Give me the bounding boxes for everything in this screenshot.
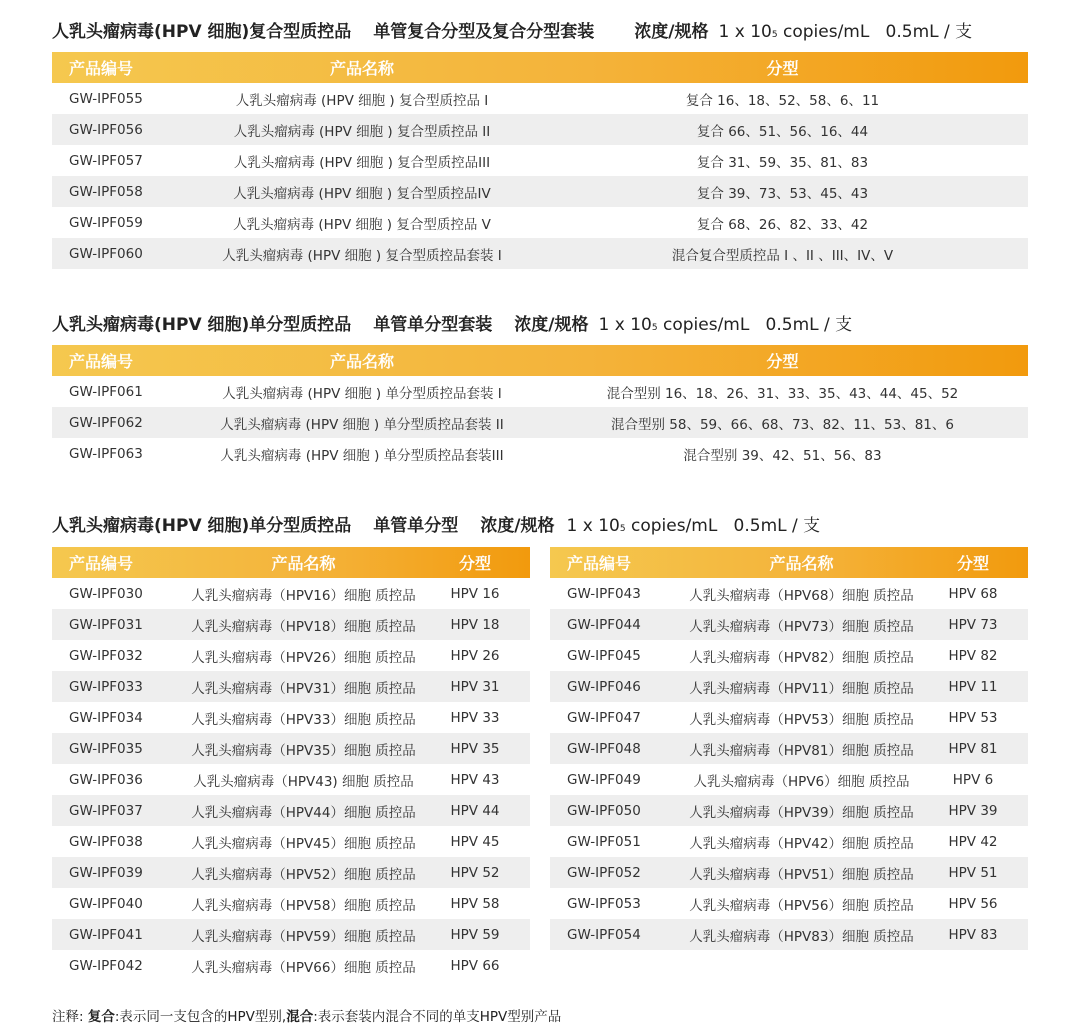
product-name: 人乳头瘤病毒（HPV35）细胞 质控品 bbox=[187, 733, 420, 764]
product-name: 人乳头瘤病毒 (HPV 细胞 ) 复合型质控品III bbox=[187, 145, 537, 176]
product-name: 人乳头瘤病毒 (HPV 细胞 ) 单分型质控品套装III bbox=[187, 438, 537, 469]
product-name: 人乳头瘤病毒 (HPV 细胞 ) 单分型质控品套装 II bbox=[187, 407, 537, 438]
table-row bbox=[52, 376, 1028, 407]
product-name: 人乳头瘤病毒 (HPV 细胞 ) 复合型质控品 V bbox=[187, 207, 537, 238]
header-code: 产品编号 bbox=[69, 59, 134, 78]
product-type: HPV 35 bbox=[420, 733, 530, 764]
table-row bbox=[550, 795, 1028, 826]
product-code: GW-IPF041 bbox=[52, 919, 187, 950]
product-type: HPV 68 bbox=[918, 578, 1028, 609]
product-type: HPV 45 bbox=[420, 826, 530, 857]
product-type: HPV 83 bbox=[918, 919, 1028, 950]
product-name: 人乳头瘤病毒（HPV73）细胞 质控品 bbox=[685, 609, 918, 640]
section-2-spec-post: copies/mL 0.5mL / 支 bbox=[657, 315, 853, 335]
product-code: GW-IPF038 bbox=[52, 826, 187, 857]
section-3-spec-label: 浓度/规格 bbox=[480, 516, 555, 536]
section-2-title-main: 人乳头瘤病毒(HPV 细胞)单分型质控品 bbox=[52, 315, 352, 335]
table-row bbox=[550, 733, 1028, 764]
product-type: 混合型别 39、42、51、56、83 bbox=[537, 438, 1028, 469]
product-code: GW-IPF063 bbox=[52, 438, 187, 469]
table-row bbox=[52, 438, 1028, 469]
table-row bbox=[52, 733, 530, 764]
product-name: 人乳头瘤病毒（HPV81）细胞 质控品 bbox=[685, 733, 918, 764]
section-2-spec-label: 浓度/规格 bbox=[514, 315, 589, 335]
section-3-spec-pre: 1 x 10 bbox=[566, 516, 620, 536]
header-name: 产品名称 bbox=[329, 352, 394, 371]
product-type: HPV 16 bbox=[420, 578, 530, 609]
table-row bbox=[52, 857, 530, 888]
header-name: 产品名称 bbox=[769, 554, 834, 573]
section-1-spec-label: 浓度/规格 bbox=[634, 22, 709, 42]
table-row bbox=[52, 207, 1028, 238]
table-row bbox=[52, 826, 530, 857]
product-type: HPV 39 bbox=[918, 795, 1028, 826]
product-type: HPV 66 bbox=[420, 950, 530, 981]
product-type: 复合 31、59、35、81、83 bbox=[537, 145, 1028, 176]
product-type: HPV 44 bbox=[420, 795, 530, 826]
table-row bbox=[52, 702, 530, 733]
table-row bbox=[550, 857, 1028, 888]
product-name: 人乳头瘤病毒（HPV6）细胞 质控品 bbox=[685, 764, 918, 795]
single-type-table-right bbox=[550, 547, 1028, 981]
footnote-term-mixed: 混合 bbox=[286, 1009, 314, 1025]
product-code: GW-IPF048 bbox=[550, 733, 685, 764]
table-row bbox=[550, 888, 1028, 919]
product-type: HPV 26 bbox=[420, 640, 530, 671]
product-type bbox=[918, 950, 1028, 981]
table-row bbox=[550, 702, 1028, 733]
product-type: 复合 16、18、52、58、6、11 bbox=[537, 83, 1028, 114]
product-type: HPV 33 bbox=[420, 702, 530, 733]
product-code: GW-IPF057 bbox=[52, 145, 187, 176]
section-1-title-kit: 单管复合分型及复合分型套装 bbox=[373, 22, 595, 42]
table-row bbox=[52, 114, 1028, 145]
table-row bbox=[550, 919, 1028, 950]
product-name: 人乳头瘤病毒（HPV18）细胞 质控品 bbox=[187, 609, 420, 640]
table-row bbox=[52, 795, 530, 826]
table-row bbox=[52, 764, 530, 795]
product-name: 人乳头瘤病毒（HPV59）细胞 质控品 bbox=[187, 919, 420, 950]
product-type: HPV 56 bbox=[918, 888, 1028, 919]
table-row bbox=[52, 640, 530, 671]
header-type: 分型 bbox=[458, 554, 491, 573]
product-type: HPV 43 bbox=[420, 764, 530, 795]
product-name: 人乳头瘤病毒（HPV83）细胞 质控品 bbox=[685, 919, 918, 950]
table-row bbox=[550, 640, 1028, 671]
product-type: 混合型别 16、18、26、31、33、35、43、44、45、52 bbox=[537, 376, 1028, 407]
kit-table bbox=[52, 345, 1028, 469]
product-code: GW-IPF062 bbox=[52, 407, 187, 438]
product-code: GW-IPF060 bbox=[52, 238, 187, 269]
table-row bbox=[550, 826, 1028, 857]
product-code: GW-IPF040 bbox=[52, 888, 187, 919]
table-row bbox=[52, 145, 1028, 176]
product-type: HPV 52 bbox=[420, 857, 530, 888]
product-type: 混合型别 58、59、66、68、73、82、11、53、81、6 bbox=[537, 407, 1028, 438]
table-row bbox=[52, 83, 1028, 114]
section-1-spec-exp: 5 bbox=[771, 30, 778, 40]
product-code: GW-IPF043 bbox=[550, 578, 685, 609]
product-code: GW-IPF054 bbox=[550, 919, 685, 950]
table-row bbox=[52, 888, 530, 919]
product-type: HPV 51 bbox=[918, 857, 1028, 888]
product-code: GW-IPF053 bbox=[550, 888, 685, 919]
header-code: 产品编号 bbox=[69, 352, 134, 371]
product-name: 人乳头瘤病毒（HPV31）细胞 质控品 bbox=[187, 671, 420, 702]
product-code: GW-IPF036 bbox=[52, 764, 187, 795]
product-code: GW-IPF037 bbox=[52, 795, 187, 826]
product-name: 人乳头瘤病毒（HPV45）细胞 质控品 bbox=[187, 826, 420, 857]
product-code: GW-IPF046 bbox=[550, 671, 685, 702]
header-name: 产品名称 bbox=[329, 59, 394, 78]
table-row bbox=[52, 609, 530, 640]
section-2-title bbox=[52, 310, 852, 335]
product-name: 人乳头瘤病毒（HPV52）细胞 质控品 bbox=[187, 857, 420, 888]
table-row bbox=[52, 238, 1028, 269]
single-type-table-left bbox=[52, 547, 530, 981]
product-name: 人乳头瘤病毒 (HPV 细胞 ) 复合型质控品IV bbox=[187, 176, 537, 207]
section-3-spec-post: copies/mL 0.5mL / 支 bbox=[625, 516, 821, 536]
product-code: GW-IPF039 bbox=[52, 857, 187, 888]
section-2-spec-exp: 5 bbox=[651, 323, 658, 333]
table-row bbox=[550, 950, 1028, 981]
product-code: GW-IPF052 bbox=[550, 857, 685, 888]
product-code: GW-IPF034 bbox=[52, 702, 187, 733]
single-left-header bbox=[52, 547, 530, 578]
section-1-title bbox=[52, 17, 972, 42]
section-1-spec-pre: 1 x 10 bbox=[718, 22, 772, 42]
product-type: HPV 53 bbox=[918, 702, 1028, 733]
product-code: GW-IPF032 bbox=[52, 640, 187, 671]
product-name: 人乳头瘤病毒（HPV82）细胞 质控品 bbox=[685, 640, 918, 671]
product-name: 人乳头瘤病毒（HPV51）细胞 质控品 bbox=[685, 857, 918, 888]
section-3-title-main: 人乳头瘤病毒(HPV 细胞)单分型质控品 bbox=[52, 516, 352, 536]
product-type: HPV 82 bbox=[918, 640, 1028, 671]
product-type: HPV 31 bbox=[420, 671, 530, 702]
section-3-spec-exp: 5 bbox=[619, 524, 626, 534]
product-name: 人乳头瘤病毒（HPV56）细胞 质控品 bbox=[685, 888, 918, 919]
product-code: GW-IPF055 bbox=[52, 83, 187, 114]
product-name: 人乳头瘤病毒（HPV26）细胞 质控品 bbox=[187, 640, 420, 671]
table-row bbox=[550, 764, 1028, 795]
product-code: GW-IPF047 bbox=[550, 702, 685, 733]
product-type: 混合复合型质控品 I 、II 、III、IV、V bbox=[537, 238, 1028, 269]
product-name: 人乳头瘤病毒（HPV66）细胞 质控品 bbox=[187, 950, 420, 981]
product-code: GW-IPF033 bbox=[52, 671, 187, 702]
product-name: 人乳头瘤病毒（HPV53）细胞 质控品 bbox=[685, 702, 918, 733]
kit-table-header bbox=[52, 345, 1028, 376]
compound-table bbox=[52, 52, 1028, 269]
product-code: GW-IPF031 bbox=[52, 609, 187, 640]
product-code: GW-IPF061 bbox=[52, 376, 187, 407]
section-2-title-kit: 单管单分型套装 bbox=[373, 315, 493, 335]
product-code: GW-IPF051 bbox=[550, 826, 685, 857]
table-row bbox=[52, 578, 530, 609]
section-3-title-kit: 单管单分型 bbox=[373, 516, 459, 536]
header-type: 分型 bbox=[766, 59, 799, 78]
product-name: 人乳头瘤病毒（HPV39）细胞 质控品 bbox=[685, 795, 918, 826]
product-name: 人乳头瘤病毒（HPV33）细胞 质控品 bbox=[187, 702, 420, 733]
product-name: 人乳头瘤病毒（HPV44）细胞 质控品 bbox=[187, 795, 420, 826]
footnote-desc-mixed: :表示套装内混合不同的单支HPV型别产品 bbox=[313, 1009, 562, 1025]
table-row bbox=[52, 950, 530, 981]
section-1-spec-post: copies/mL 0.5mL / 支 bbox=[777, 22, 973, 42]
product-type: HPV 11 bbox=[918, 671, 1028, 702]
table-row bbox=[52, 671, 530, 702]
product-name: 人乳头瘤病毒（HPV16）细胞 质控品 bbox=[187, 578, 420, 609]
table-row bbox=[550, 609, 1028, 640]
product-code: GW-IPF056 bbox=[52, 114, 187, 145]
compound-table-header bbox=[52, 52, 1028, 83]
table-row bbox=[52, 176, 1028, 207]
product-name: 人乳头瘤病毒 (HPV 细胞 ) 单分型质控品套装 I bbox=[187, 376, 537, 407]
header-type: 分型 bbox=[766, 352, 799, 371]
product-code: GW-IPF042 bbox=[52, 950, 187, 981]
product-type: HPV 73 bbox=[918, 609, 1028, 640]
product-code: GW-IPF044 bbox=[550, 609, 685, 640]
product-code bbox=[550, 950, 685, 981]
section-2-spec-pre: 1 x 10 bbox=[598, 315, 652, 335]
product-name: 人乳头瘤病毒 (HPV 细胞 ) 复合型质控品套装 I bbox=[187, 238, 537, 269]
product-type: HPV 42 bbox=[918, 826, 1028, 857]
footnote bbox=[52, 1005, 561, 1025]
footnote-desc-compound: :表示同一支包含的HPV型别, bbox=[114, 1009, 287, 1025]
product-name: 人乳头瘤病毒（HPV68）细胞 质控品 bbox=[685, 578, 918, 609]
product-type: HPV 81 bbox=[918, 733, 1028, 764]
header-name: 产品名称 bbox=[271, 554, 336, 573]
section-3-title bbox=[52, 511, 820, 536]
product-type: 复合 68、26、82、33、42 bbox=[537, 207, 1028, 238]
table-row bbox=[52, 919, 530, 950]
product-code: GW-IPF035 bbox=[52, 733, 187, 764]
product-type: HPV 59 bbox=[420, 919, 530, 950]
product-code: GW-IPF059 bbox=[52, 207, 187, 238]
header-code: 产品编号 bbox=[567, 554, 632, 573]
product-type: HPV 18 bbox=[420, 609, 530, 640]
product-code: GW-IPF058 bbox=[52, 176, 187, 207]
header-type: 分型 bbox=[956, 554, 989, 573]
product-code: GW-IPF050 bbox=[550, 795, 685, 826]
table-row bbox=[550, 578, 1028, 609]
product-name: 人乳头瘤病毒（HPV42）细胞 质控品 bbox=[685, 826, 918, 857]
product-type: 复合 39、73、53、45、43 bbox=[537, 176, 1028, 207]
product-name: 人乳头瘤病毒 (HPV 细胞 ) 复合型质控品 II bbox=[187, 114, 537, 145]
product-name: 人乳头瘤病毒（HPV58）细胞 质控品 bbox=[187, 888, 420, 919]
section-1-title-main: 人乳头瘤病毒(HPV 细胞)复合型质控品 bbox=[52, 22, 352, 42]
product-code: GW-IPF045 bbox=[550, 640, 685, 671]
product-type: HPV 6 bbox=[918, 764, 1028, 795]
product-code: GW-IPF030 bbox=[52, 578, 187, 609]
product-name: 人乳头瘤病毒（HPV43) 细胞 质控品 bbox=[187, 764, 420, 795]
product-name bbox=[685, 950, 918, 981]
product-name: 人乳头瘤病毒 (HPV 细胞 ) 复合型质控品 I bbox=[187, 83, 537, 114]
product-type: HPV 58 bbox=[420, 888, 530, 919]
table-row bbox=[52, 407, 1028, 438]
footnote-term-compound: 复合 bbox=[87, 1009, 115, 1025]
header-code: 产品编号 bbox=[69, 554, 134, 573]
footnote-prefix: 注释: bbox=[52, 1009, 88, 1025]
single-right-header bbox=[550, 547, 1028, 578]
product-type: 复合 66、51、56、16、44 bbox=[537, 114, 1028, 145]
product-code: GW-IPF049 bbox=[550, 764, 685, 795]
table-row bbox=[550, 671, 1028, 702]
product-name: 人乳头瘤病毒（HPV11）细胞 质控品 bbox=[685, 671, 918, 702]
